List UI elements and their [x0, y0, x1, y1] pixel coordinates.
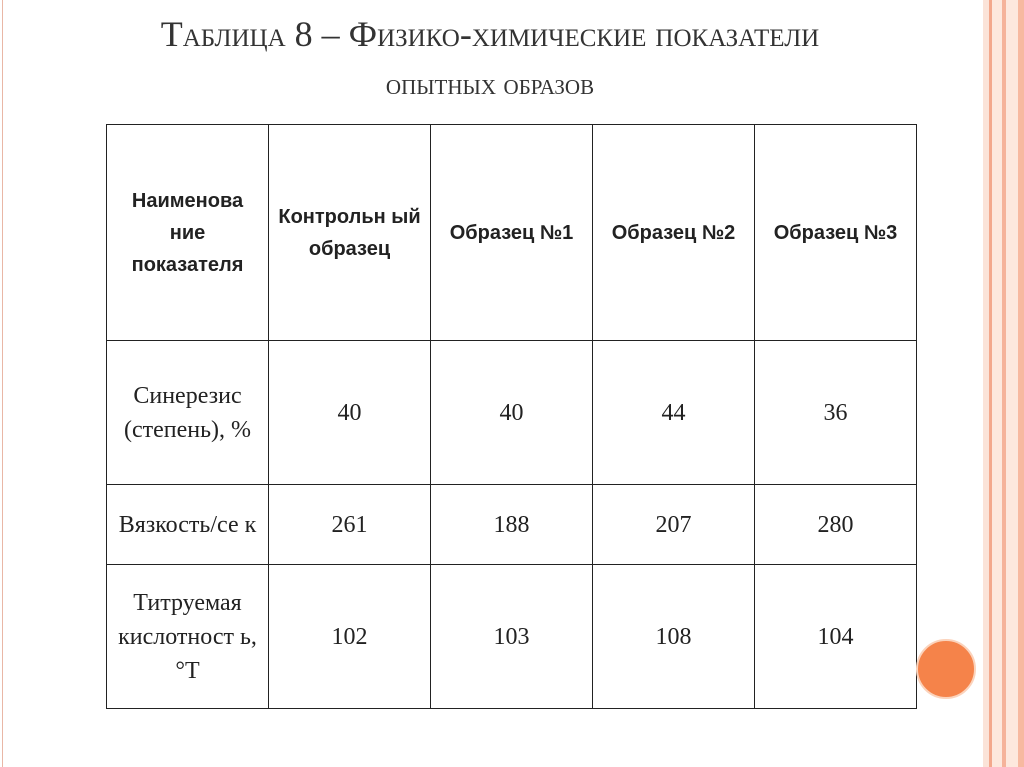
cell-value: 44: [593, 341, 755, 485]
cell-value: 40: [269, 341, 431, 485]
row-label-syneresis: Синерезис (степень), %: [107, 341, 269, 485]
properties-table: [106, 124, 917, 709]
slide-title: [60, 12, 920, 100]
title-line-2: опытных образов: [385, 68, 595, 101]
decorative-circle: [916, 639, 976, 699]
cell-value: 36: [755, 341, 917, 485]
cell-value: 102: [269, 565, 431, 709]
cell-value: 108: [593, 565, 755, 709]
cell-value: 261: [269, 485, 431, 565]
header-control-sample: Контрольн ый образец: [269, 125, 431, 341]
header-indicator-name: Наименова ние показателя: [107, 125, 269, 341]
right-stripe-5: [1006, 0, 1018, 767]
right-stripe-3: [992, 0, 1002, 767]
row-label-viscosity: Вязкость/се к: [107, 485, 269, 565]
left-stripe-inner: [2, 0, 3, 767]
table-header-row: [107, 125, 917, 341]
header-sample-1: Образец №1: [431, 125, 593, 341]
table-row: [107, 341, 917, 485]
cell-value: 280: [755, 485, 917, 565]
cell-value: 188: [431, 485, 593, 565]
cell-value: 103: [431, 565, 593, 709]
table-row: [107, 565, 917, 709]
cell-value: 104: [755, 565, 917, 709]
cell-value: 207: [593, 485, 755, 565]
table-row: [107, 485, 917, 565]
header-sample-3: Образец №3: [755, 125, 917, 341]
header-sample-2: Образец №2: [593, 125, 755, 341]
right-stripe-6: [1018, 0, 1024, 767]
cell-value: 40: [431, 341, 593, 485]
title-line-1: Таблица 8 – Физико-химические показатели: [160, 14, 820, 54]
row-label-acidity: Титруемая кислотност ь,°Т: [107, 565, 269, 709]
